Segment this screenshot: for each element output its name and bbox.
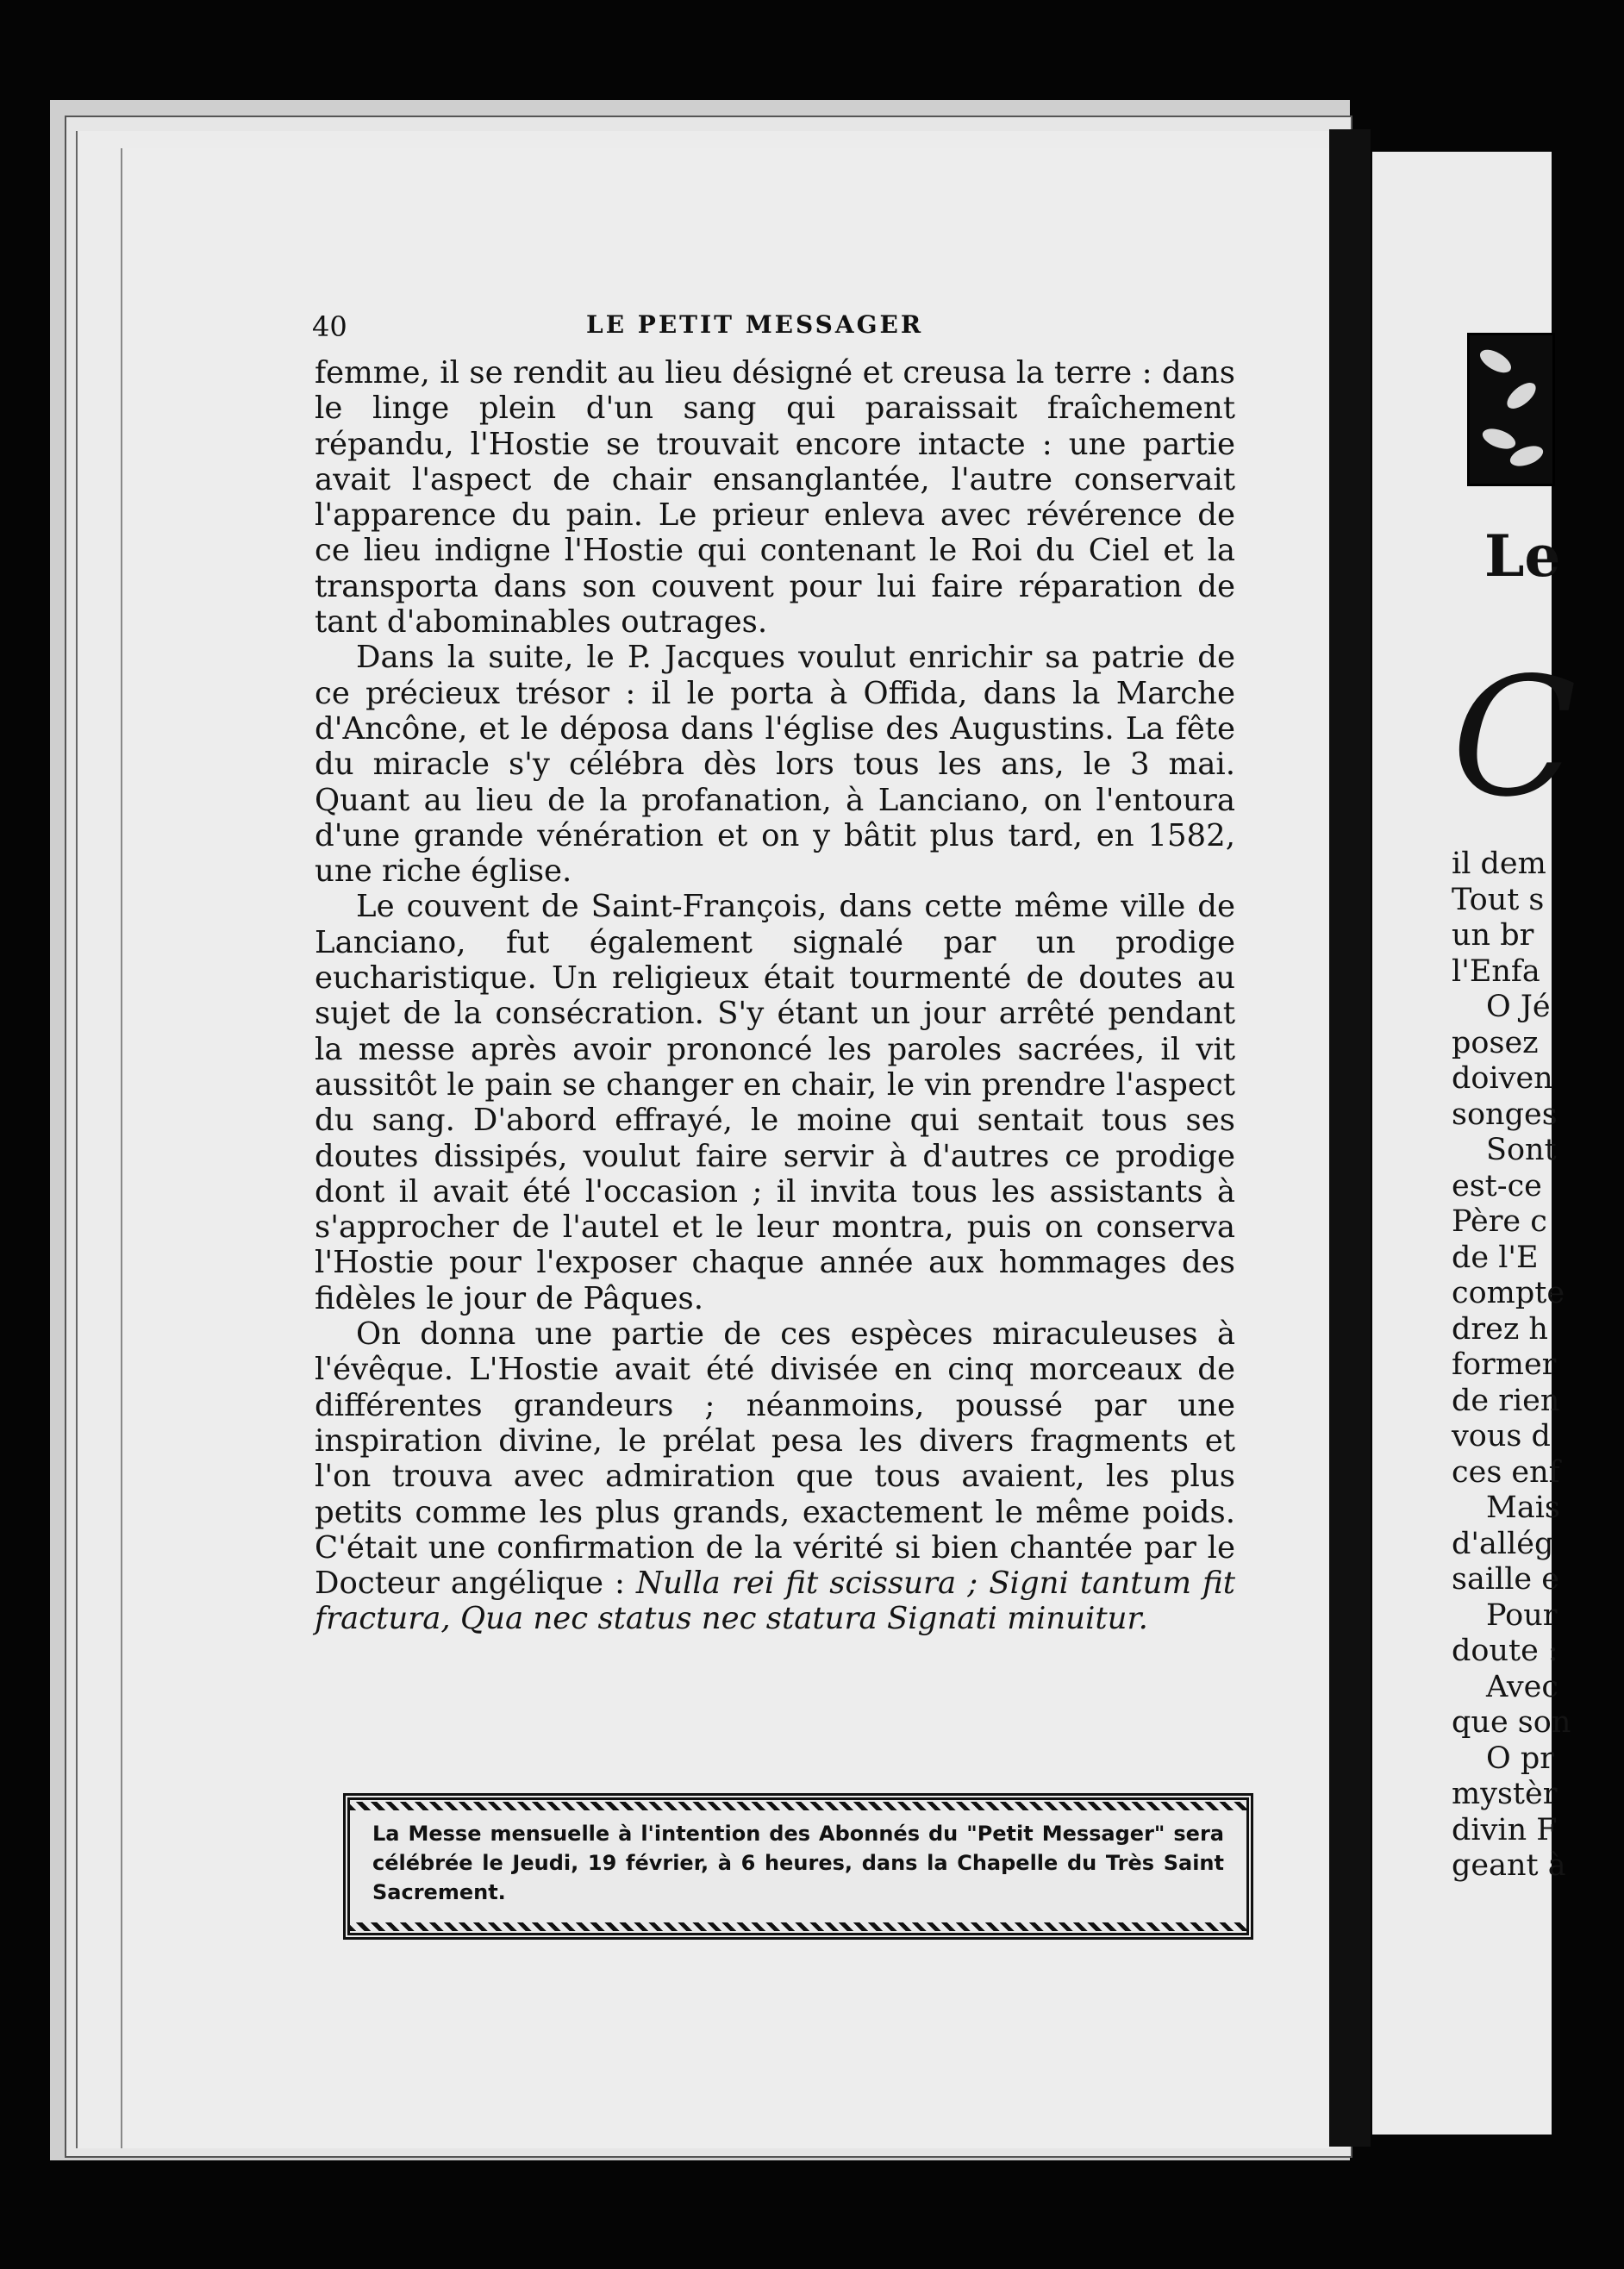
right-page-lines xyxy=(1452,847,1624,1885)
floral-ornament-icon xyxy=(1467,333,1555,486)
right-line: un br xyxy=(1452,918,1534,953)
article-body xyxy=(315,355,1235,1637)
right-line: de rien xyxy=(1452,1383,1560,1418)
right-line: ces enf xyxy=(1452,1454,1560,1490)
right-line: O pr xyxy=(1486,1741,1554,1776)
right-line: est-ce xyxy=(1452,1168,1542,1203)
right-line: geant à xyxy=(1452,1848,1566,1883)
right-line: Pour xyxy=(1486,1597,1558,1633)
right-line: former xyxy=(1452,1347,1557,1382)
paragraph-4-text: On donna une partie de ces espèces miraculeuses à l'évêque. L'Hostie avait été divisée en cinq morceaux de différentes grandeurs ; néanmoins, poussé par une inspiration divine, le prélat pesa les divers fragments et l'on trouva avec admiration que tous avaient, les plus petits comme les plus grands, exactement le même poids. C'était une confirmation de la vérité si bien chantée par le Docteur angélique : xyxy=(315,1316,1235,1602)
right-line: doiven xyxy=(1452,1061,1553,1096)
paragraph-4 xyxy=(315,1316,1235,1637)
paragraph-2: Dans la suite, le P. Jacques voulut enrichir sa patrie de ce précieux trésor : il le porta à Offida, dans la Marche d'Ancône, et le déposa dans l'église des Augustins. La fête du miracle s'y célébra dès lors tous les ans, le 3 mai. Quant au lieu de la profanation, à Lanciano, on l'entoura d'une grande vénération et on y bâtit plus tard, en 1582, une riche église. xyxy=(315,640,1235,890)
paragraph-3: Le couvent de Saint-François, dans cette même ville de Lanciano, fut également signalé par un prodige eucharistique. Un religieux était tourmenté de doutes au sujet de la consécration. S'y étant un jour arrêté pendant la messe après avoir prononcé les paroles sacrées, il vit aussitôt le pain se changer en chair, le vin prendre l'aspect du sang. D'abord effrayé, le moine qui sentait tous ses doutes dissipés, voulut faire servir à d'autres ce prodige dont il avait été l'occasion ; il invita tous les assistants à s'approcher de l'autel et le leur montra, puis on conserva l'Hostie pour l'exposer chaque année aux hommages des fidèles le jour de Pâques. xyxy=(315,889,1235,1316)
right-line: posez xyxy=(1452,1025,1539,1060)
right-line: divin F xyxy=(1452,1812,1558,1847)
right-line: il dem xyxy=(1452,847,1546,881)
notice-border-bottom xyxy=(350,1922,1246,1931)
right-line: songes xyxy=(1452,1097,1558,1132)
mass-notice-text: La Messe mensuelle à l'intention des Abonnés du "Petit Messager" sera célébrée le Jeudi, 19 février, à 6 heures, dans la Chapelle du Très Saint Sacrement. xyxy=(372,1822,1224,1904)
dropcap-letter: C xyxy=(1452,642,1577,833)
running-title: LE PETIT MESSAGER xyxy=(586,310,924,339)
page-number: 40 xyxy=(312,310,347,343)
right-line: Sont xyxy=(1486,1133,1557,1167)
right-line: drez h xyxy=(1452,1311,1548,1347)
right-line: l'Enfa xyxy=(1452,953,1540,989)
paragraph-1: femme, il se rendit au lieu désigné et creusa la terre : dans le linge plein d'un sang qui paraissait fraîchement répandu, l'Hostie se trouvait encore intacte : une partie avait l'aspect de chair ensanglantée, l'autre conservait l'apparence du pain. Le prieur enleva avec révérence de ce lieu indigne l'Hostie qui contenant le Roi du Ciel et la transporta dans son couvent pour lui faire réparation de tant d'abominables outrages. xyxy=(315,355,1235,641)
right-line: Mais xyxy=(1486,1491,1560,1525)
right-line: compte xyxy=(1452,1276,1565,1310)
latin-quote: Nulla rei fit scissura ; Signi tantum fit fractura, Qua nec status nec statura Signati minuitur. xyxy=(315,1566,1235,1637)
right-line: Tout s xyxy=(1452,882,1545,917)
right-line: Père c xyxy=(1452,1204,1547,1239)
right-line: Avec xyxy=(1486,1669,1558,1704)
right-line: O Jé xyxy=(1486,990,1551,1024)
right-page xyxy=(1372,152,1577,2135)
right-line: de l'E xyxy=(1452,1240,1539,1275)
right-line: saille e xyxy=(1452,1562,1559,1597)
right-line: doute : xyxy=(1452,1634,1558,1668)
book-gutter xyxy=(1329,129,1371,2147)
mass-notice-box xyxy=(343,1793,1253,1940)
notice-border-top xyxy=(350,1802,1246,1810)
right-line: mystèr xyxy=(1452,1777,1558,1811)
right-line: que son xyxy=(1452,1705,1571,1740)
right-line: vous d xyxy=(1452,1419,1551,1453)
right-line: d'allég xyxy=(1452,1526,1554,1561)
right-page-title: Le xyxy=(1484,522,1561,590)
